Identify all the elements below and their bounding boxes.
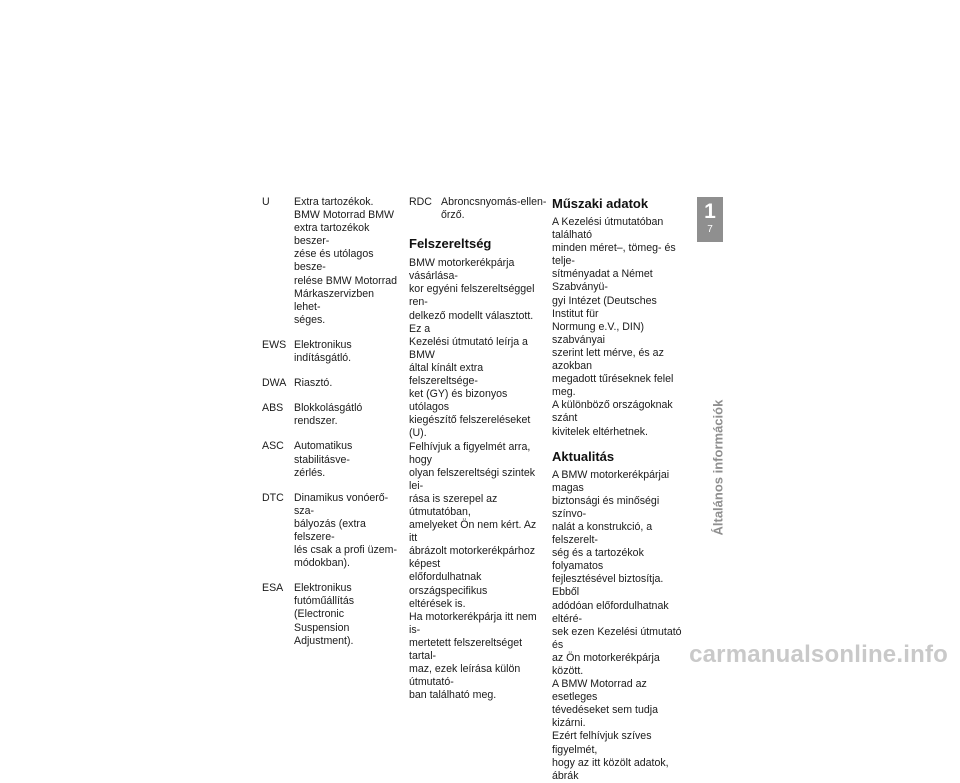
abbreviation-definition [294,402,398,428]
definition-line: Extra tartozékok. [294,196,374,208]
definition-line: BMW Motorrad BMW [294,209,395,222]
chapter-number: 1 [704,200,716,223]
body-line: eltérések is. [409,597,466,610]
content-column-3 [552,196,690,783]
body-line: minden méret–, tömeg- és telje- [552,242,676,268]
chapter-label-vertical [697,253,726,543]
body-line: rása is szerepel az útmutatóban, [409,492,498,518]
abbreviation-definition [294,377,398,390]
abbreviation-definition [294,339,398,365]
body-line: ábrázolt motorkerékpárhoz képest [409,545,536,571]
abbreviation-key: ABS [262,402,284,415]
body-line: által kínált extra felszereltsége- [409,361,484,388]
abbreviation-key: DWA [262,377,287,390]
abbreviation-row [409,196,547,222]
definition-line: séges. [294,313,326,326]
body-line: Normung e.V., DIN) szabványai [552,320,645,346]
body-line: ket (GY) és bizonyos utólagos [409,388,508,414]
abbreviation-key: ESA [262,582,284,595]
body-line: nalát a konstrukció, a felszerelt- [552,520,653,547]
definition-line: Abroncsnyomás-ellen- [441,196,547,208]
definition-line: Blokkolásgátló rendszer. [294,402,363,428]
body-line: ban található meg. [409,689,497,702]
body-line: amelyeket Ön nem kért. Az itt [409,519,537,545]
body-line: sek ezen Kezelési útmutató és [552,625,682,651]
abbreviation-definition [294,582,398,647]
body-line: A BMW Motorrad az esetleges [552,678,647,704]
abbreviation-key: EWS [262,338,287,351]
definition-line: Dinamikus vonóerő-sza- [294,491,389,517]
section-body-muszaki-adatok [552,216,690,439]
abbreviation-row [262,377,398,390]
body-line: az Ön motorkerékpárja között. [552,651,660,677]
definition-line: zése és utólagos besze- [294,248,374,274]
definition-line: Elektronikus indításgátló. [294,338,352,365]
section-title-felszereltseg: Felszereltség [409,236,492,252]
abbreviation-key: U [262,196,270,208]
definition-line: lés csak a profi üzem- [294,544,398,557]
body-line: mertetett felszereltséget tartal- [409,636,523,662]
body-line: ség és a tartozékok folyamatos [552,547,644,573]
abbreviation-key: DTC [262,491,284,504]
body-line: A BMW motorkerékpárjai magas [552,468,670,494]
page-number: 7 [707,224,713,235]
abbreviation-key: ASC [262,440,284,453]
body-line: sítményadat a Német Szabványü- [552,268,653,294]
body-line: A Kezelési útmutatóban található [552,216,664,242]
definition-line: Riasztó. [294,377,333,390]
body-line: Kezelési útmutató leírja a BMW [409,335,528,361]
abbreviation-row [262,582,398,647]
abbreviation-row [262,196,398,327]
body-line: adódóan előfordulhatnak eltéré- [552,599,669,625]
chapter-tab [697,197,726,541]
abbreviation-definition [294,440,398,479]
body-line: kiegészítő felszereléseket (U). [409,414,531,440]
chapter-label: Általános információk [710,399,726,536]
abbreviation-definition [294,492,398,571]
body-line: Ezért felhívjuk szíves figyelmét, [552,730,652,756]
body-line: fejlesztésével biztosítja. Ebből [552,573,664,599]
section-body-aktualitas [552,469,690,783]
chapter-tab-box [697,197,723,242]
definition-line: Elektronikus [294,582,352,595]
abbreviations-column-1 [262,196,398,660]
body-line: hogy az itt közölt adatok, ábrák [552,756,669,782]
body-line: BMW motorkerékpárja vásárlása- [409,257,515,283]
body-line: előfordulhatnak országspecifikus [409,571,488,597]
definition-line: módokban). [294,557,350,570]
abbreviation-row [262,402,398,428]
body-line: gyi Intézet (Deutsches Institut für [552,294,657,320]
section-title-aktualitas: Aktualitás [552,448,615,464]
abbreviation-row [262,492,398,571]
body-line: maz, ezek leírása külön útmutató- [409,663,521,689]
abbreviation-row [262,440,398,479]
section-body-felszereltseg [409,257,547,702]
definition-line: futóműállítás (Electronic [294,595,355,621]
section-title-muszaki-adatok: Műszaki adatok [552,196,649,211]
body-line: A különböző országoknak szánt [552,399,673,425]
abbreviation-row [262,339,398,365]
definition-line: extra tartozékok beszer- [294,222,370,248]
definition-line: őrző. [441,209,465,222]
definition-line: Automatikus stabilitásve- [294,440,353,466]
content-column-2 [409,196,547,702]
definition-line: bályozás (extra felszere- [294,517,366,543]
definition-line: zérlés. [294,466,326,479]
body-line: olyan felszereltségi szintek lei- [409,466,536,492]
watermark: carmanualsonline.info [689,641,948,668]
abbreviation-key: RDC [409,196,432,208]
abbreviation-definition [441,196,547,222]
body-line: kivitelek eltérhetnek. [552,425,648,438]
body-line: biztonsági és minőségi színvo- [552,494,660,520]
body-line: Ha motorkerékpárja itt nem is- [409,610,537,636]
body-line: megadott tűréseknek felel meg. [552,373,674,399]
definition-line: Márkaszervizben lehet- [294,287,375,313]
body-line: szerint lett mérve, és az azokban [552,346,664,373]
body-line: Felhívjuk a figyelmét arra, hogy [409,440,531,466]
definition-line: Suspension Adjustment). [294,621,354,647]
abbreviation-definition [294,196,398,327]
body-line: delkező modellt választott. Ez a [409,309,534,335]
body-line: kor egyéni felszereltséggel ren- [409,283,535,309]
definition-line: relése BMW Motorrad [294,274,398,287]
body-line: tévedéseket sem tudja kizárni. [552,704,658,730]
